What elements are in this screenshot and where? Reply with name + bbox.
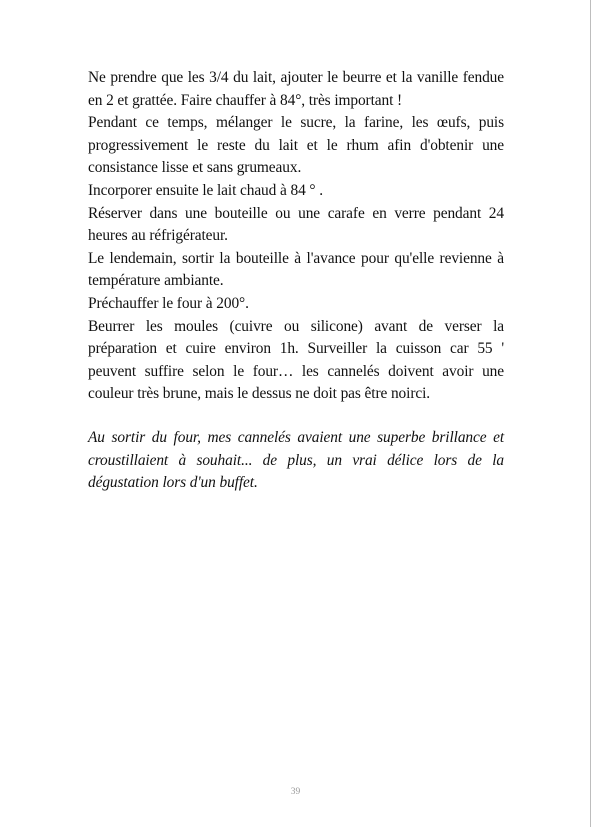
recipe-step-3: Incorporer ensuite le lait chaud à 84 ° .	[88, 181, 323, 199]
closing-note: Au sortir du four, mes cannelés avaient une superbe brillance et croustillaient à souhait... de plus, un vrai délice lors de la dégustation lors d'un buffet.	[88, 428, 504, 492]
page-content	[88, 67, 504, 510]
page-number: 39	[290, 787, 301, 797]
recipe-step-6: Préchauffer le four à 200°.	[88, 294, 249, 312]
recipe-step-2: Pendant ce temps, mélanger le sucre, la farine, les œufs, puis progressivement le reste du lait et le rhum afin d'obtenir une consistance lisse et sans grumeaux.	[88, 114, 504, 177]
recipe-step-5: Le lendemain, sortir la bouteille à l'avance pour qu'elle revienne à température ambiante.	[88, 249, 504, 290]
recipe-step-4: Réserver dans une bouteille ou une carafe en verre pendant 24 heures au réfrigérateur.	[88, 204, 504, 245]
recipe-step-1: Ne prendre que les 3/4 du lait, ajouter le beurre et la vanille fendue en 2 et grattée. Faire chauffer à 84°, très important !	[88, 69, 504, 109]
recipe-step-7: Beurrer les moules (cuivre ou silicone) avant de verser la préparation et cuire environ 1h. Surveiller la cuisson car 55 ' peuvent suffire selon le four… les cannelés doivent avoir une couleur très brune, mais le dessus ne doit pas être noirci.	[88, 317, 504, 403]
